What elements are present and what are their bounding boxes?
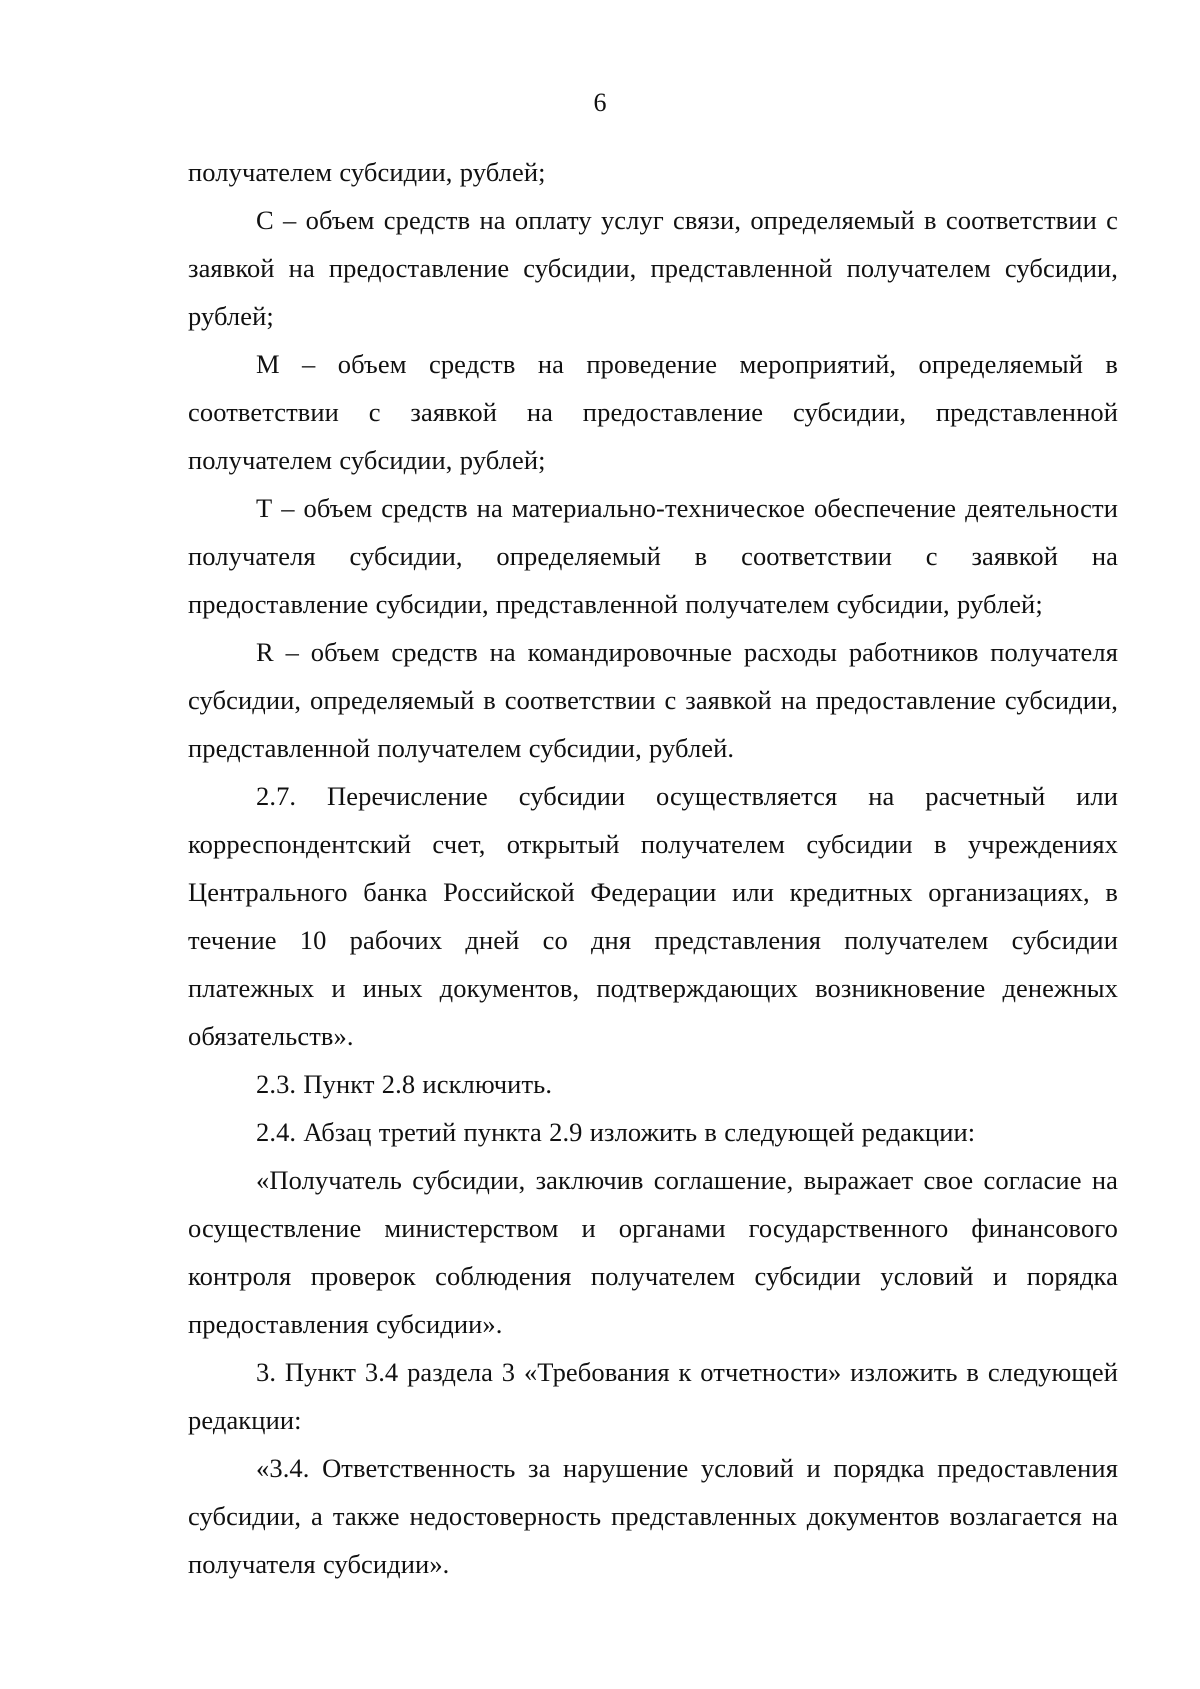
paragraph-3: 3. Пункт 3.4 раздела 3 «Требования к отчетности» изложить в следующей редакции: [188,1357,1118,1435]
paragraph-quoted-consent: «Получатель субсидии, заключив соглашение, выражает свое согласие на осуществление министерством и органами государственного финансового контроля проверок соблюдения получателем субсидии условий и порядка предоставления субсидии». [188,1165,1118,1339]
paragraph-2-4: 2.4. Абзац третий пункта 2.9 изложить в следующей редакции: [256,1117,976,1147]
paragraph-r-definition: R – объем средств на командировочные расходы работников получателя субсидии, определяемый в соответствии с заявкой на предоставление субсидии, представленной получателем субсидии, рублей. [188,637,1118,763]
document-body [188,148,1118,1588]
paragraph-m-definition: М – объем средств на проведение мероприятий, определяемый в соответствии с заявкой на предоставление субсидии, представленной получателем субсидии, рублей; [188,349,1118,475]
page-number: 6 [593,88,607,117]
paragraph-2-7: 2.7. Перечисление субсидии осуществляется на расчетный или корреспондентский счет, открытый получателем субсидии в учреждениях Центрального банка Российской Федерации или кредитных организациях, в течение 10 рабочих дней со дня представления получателем субсидии платежных и иных документов, подтверждающих возникновение денежных обязательств». [188,781,1118,1051]
paragraph-continuation: получателем субсидии, рублей; [188,157,546,187]
paragraph-2-3: 2.3. Пункт 2.8 исключить. [256,1069,553,1099]
paragraph-t-definition: Т – объем средств на материально-техническое обеспечение деятельности получателя субсидии, определяемый в соответствии с заявкой на предоставление субсидии, представленной получателем субсидии, рублей; [188,493,1118,619]
paragraph-quoted-3-4: «3.4. Ответственность за нарушение условий и порядка предоставления субсидии, а также недостоверность представленных документов возлагается на получателя субсидии». [188,1453,1118,1579]
paragraph-c-definition: С – объем средств на оплату услуг связи, определяемый в соответствии с заявкой на предоставление субсидии, представленной получателем субсидии, рублей; [188,205,1118,331]
